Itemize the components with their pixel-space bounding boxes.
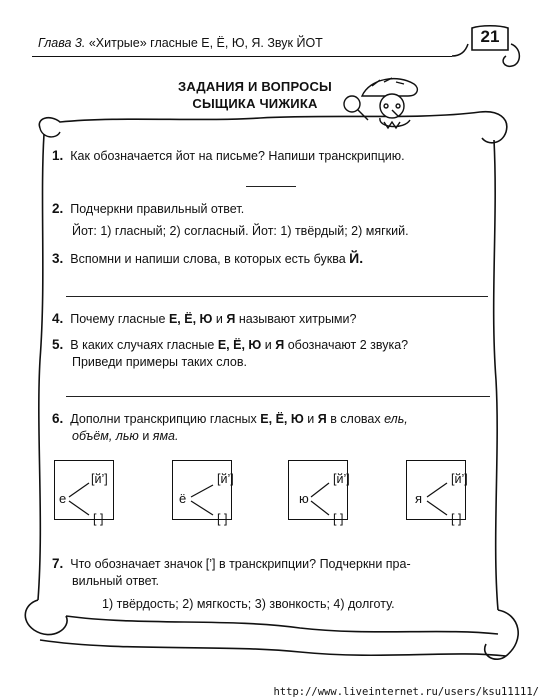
words-obyom-lyu: объём, лью: [72, 429, 139, 443]
question-6-line2: [72, 429, 178, 443]
chapter-title: «Хитрые» гласные Е, Ё, Ю, Я. Звук ЙОТ: [88, 36, 323, 50]
box-vowel: ю: [299, 491, 309, 506]
question-text-end: обозначают 2 звука?: [287, 338, 409, 352]
question-text-end: в словах: [330, 412, 381, 426]
branch-lines: [289, 461, 347, 519]
question-number: 5.: [52, 337, 64, 352]
vowel-letter-ya: Я: [275, 338, 285, 352]
box-yot: [й’]: [217, 472, 234, 486]
box-vowel: я: [415, 491, 423, 506]
question-4: [52, 310, 356, 328]
box-blank[interactable]: [ ]: [451, 512, 462, 526]
question-number: 2.: [52, 201, 64, 216]
tasks-title: [150, 78, 360, 112]
box-vowel: ё: [179, 491, 187, 506]
question-1: [52, 147, 405, 165]
box-yot: [й’]: [333, 472, 350, 486]
question-7: [52, 555, 411, 573]
question-text: Дополни транскрипцию гласных: [70, 412, 257, 426]
footer-url[interactable]: http://www.liveinternet.ru/users/ksu11111/: [273, 686, 539, 698]
question-text: Что обозначает значок [’] в транскрипции? Подчеркни пра-: [70, 557, 411, 571]
page-number: 21: [480, 27, 500, 46]
transcription-box-yo[interactable]: [172, 460, 234, 526]
letter-y: Й.: [349, 250, 364, 266]
answer-line[interactable]: [66, 396, 490, 397]
vowel-letters: Е, Ё, Ю: [217, 338, 262, 352]
question-3: [52, 250, 363, 268]
tasks-title-line1: ЗАДАНИЯ И ВОПРОСЫ: [178, 79, 332, 94]
answer-line[interactable]: [246, 186, 296, 187]
answer-line[interactable]: [66, 296, 488, 297]
question-7-options[interactable]: 1) твёрдость; 2) мягкость; 3) звонкость; 4) долготу.: [102, 597, 395, 611]
transcription-box-e[interactable]: [54, 460, 114, 526]
tasks-title-line2: СЫЩИКА ЧИЖИКА: [192, 96, 318, 111]
vowel-letters: Е, Ё, Ю: [260, 412, 304, 426]
branch-lines: [407, 461, 465, 519]
vowel-letters: Е, Ё, Ю: [168, 312, 213, 326]
box-blank[interactable]: [ ]: [217, 512, 228, 526]
branch-lines: [173, 461, 231, 519]
word-yama: яма.: [152, 429, 179, 443]
question-number: 6.: [52, 411, 64, 426]
box-yot: [й’]: [91, 472, 108, 486]
box-blank[interactable]: [ ]: [93, 512, 104, 526]
question-6: [52, 410, 408, 428]
question-5-line2: Приведи примеры таких слов.: [72, 355, 247, 369]
question-text: Как обозначается йот на письме? Напиши транскрипцию.: [70, 149, 405, 163]
vowel-letter-ya: Я: [317, 412, 327, 426]
conjunction: и: [142, 429, 150, 443]
question-number: 1.: [52, 148, 64, 163]
conjunction: и: [307, 412, 315, 426]
transcription-box-ya[interactable]: [406, 460, 468, 526]
question-2-options[interactable]: Йот: 1) гласный; 2) согласный. Йот: 1) твёрдый; 2) мягкий.: [72, 224, 409, 238]
conjunction: и: [215, 312, 223, 326]
header-rule: [32, 56, 452, 57]
chapter-header: [38, 36, 323, 50]
question-text: Подчеркни правильный ответ.: [70, 202, 245, 216]
question-number: 4.: [52, 311, 64, 326]
question-text: Почему гласные: [70, 312, 166, 326]
question-text: В каких случаях гласные: [70, 338, 215, 352]
question-number: 3.: [52, 251, 64, 266]
question-7-line2: вильный ответ.: [72, 574, 160, 588]
conjunction: и: [264, 338, 272, 352]
box-yot: [й’]: [451, 472, 468, 486]
branch-lines: [55, 461, 113, 519]
vowel-letter-ya: Я: [226, 312, 236, 326]
box-blank[interactable]: [ ]: [333, 512, 344, 526]
question-number: 7.: [52, 556, 64, 571]
question-text: Вспомни и напиши слова, в которых есть буква: [70, 252, 346, 266]
question-text-end: называют хитрыми?: [238, 312, 357, 326]
word-el: ель,: [384, 412, 408, 426]
transcription-box-yu[interactable]: [288, 460, 350, 526]
question-5: [52, 336, 408, 354]
question-2: [52, 200, 244, 218]
box-vowel: е: [59, 491, 67, 506]
chapter-label: Глава 3.: [38, 36, 86, 50]
